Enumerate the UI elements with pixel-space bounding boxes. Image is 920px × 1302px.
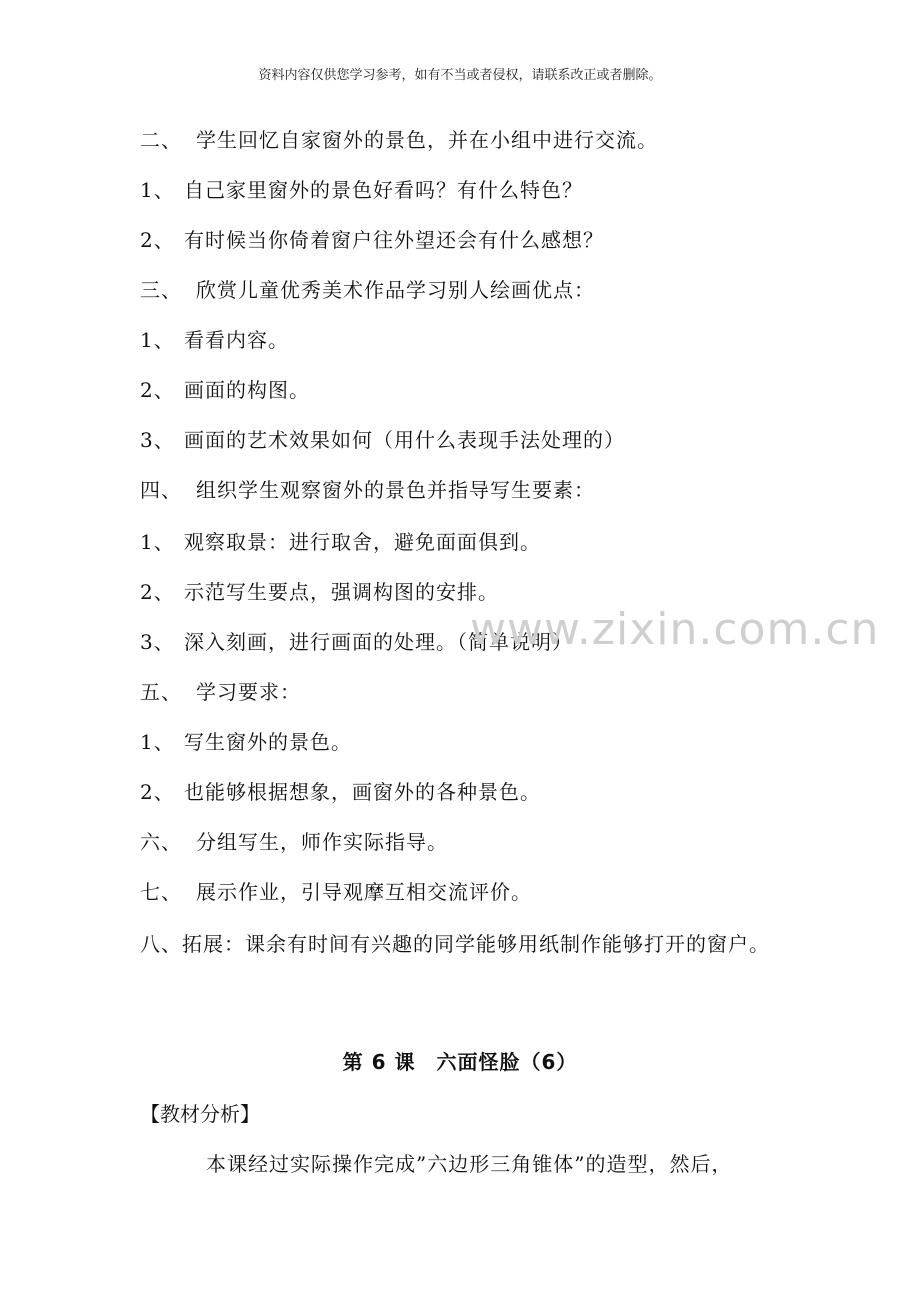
list-item xyxy=(140,876,532,905)
list-item xyxy=(140,174,583,203)
list-item xyxy=(140,274,595,303)
item-text: 拓展：课余有时间有兴趣的同学能够用纸制作能够打开的窗户。 xyxy=(182,932,770,956)
list-item xyxy=(140,224,604,253)
item-text: 画面的艺术效果如何（用什么表现手法处理的） xyxy=(184,428,625,452)
item-text: 看看内容。 xyxy=(184,328,289,352)
item-number: 二、 xyxy=(140,128,182,152)
list-item xyxy=(140,576,499,605)
item-number: 2、 xyxy=(140,580,175,604)
item-text: 示范写生要点，强调构图的安排。 xyxy=(184,580,499,604)
section-label: 【教材分析】 xyxy=(140,1102,260,1126)
item-text: 欣赏儿童优秀美术作品学习别人绘画优点： xyxy=(196,278,595,302)
item-text: 自己家里窗外的景色好看吗？有什么特色？ xyxy=(184,178,583,202)
item-text: 写生窗外的景色。 xyxy=(184,730,352,754)
item-number: 3、 xyxy=(140,630,175,654)
item-text: 学生回忆自家窗外的景色，并在小组中进行交流。 xyxy=(196,128,658,152)
item-number: 五、 xyxy=(140,680,182,704)
item-number: 2、 xyxy=(140,228,175,252)
item-number: 七、 xyxy=(140,880,182,904)
list-item xyxy=(140,474,595,503)
item-text: 也能够根据想象，画窗外的各种景色。 xyxy=(184,780,541,804)
list-item xyxy=(140,124,658,153)
item-text: 展示作业，引导观摩互相交流评价。 xyxy=(196,880,532,904)
list-item xyxy=(140,826,448,855)
paragraph: 本课经过实际操作完成”六边形三角锥体”的造型，然后， xyxy=(206,1152,733,1176)
item-number: 1、 xyxy=(140,530,175,554)
item-number: 四、 xyxy=(140,478,182,502)
item-number: 八、 xyxy=(140,932,182,956)
item-text: 组织学生观察窗外的景色并指导写生要素： xyxy=(196,478,595,502)
list-item xyxy=(140,676,301,705)
item-text: 学习要求： xyxy=(196,680,301,704)
item-number: 1、 xyxy=(140,328,175,352)
item-number: 3、 xyxy=(140,428,175,452)
item-number: 1、 xyxy=(140,730,175,754)
lesson-title: 第 6 课 六面怪脸（6） xyxy=(342,1050,578,1074)
list-item xyxy=(140,526,541,555)
header-note: 资料内容仅供您学习参考，如有不当或者侵权，请联系改正或者删除。 xyxy=(258,68,662,83)
watermark: www.zixin.com.cn xyxy=(470,604,880,655)
item-text: 观察取景：进行取舍，避免面面俱到。 xyxy=(184,530,541,554)
list-item xyxy=(140,726,352,755)
list-item xyxy=(140,424,625,453)
list-item xyxy=(140,374,310,403)
item-number: 2、 xyxy=(140,378,175,402)
item-number: 2、 xyxy=(140,780,175,804)
item-number: 三、 xyxy=(140,278,182,302)
list-item xyxy=(140,928,770,957)
list-item xyxy=(140,776,541,805)
item-text: 画面的构图。 xyxy=(184,378,310,402)
list-item xyxy=(140,324,289,353)
item-number: 六、 xyxy=(140,830,182,854)
item-text: 分组写生，师作实际指导。 xyxy=(196,830,448,854)
item-number: 1、 xyxy=(140,178,175,202)
item-text: 深入刻画，进行画面的处理。（简单说明） xyxy=(184,630,573,654)
item-text: 有时候当你倚着窗户往外望还会有什么感想？ xyxy=(184,228,604,252)
